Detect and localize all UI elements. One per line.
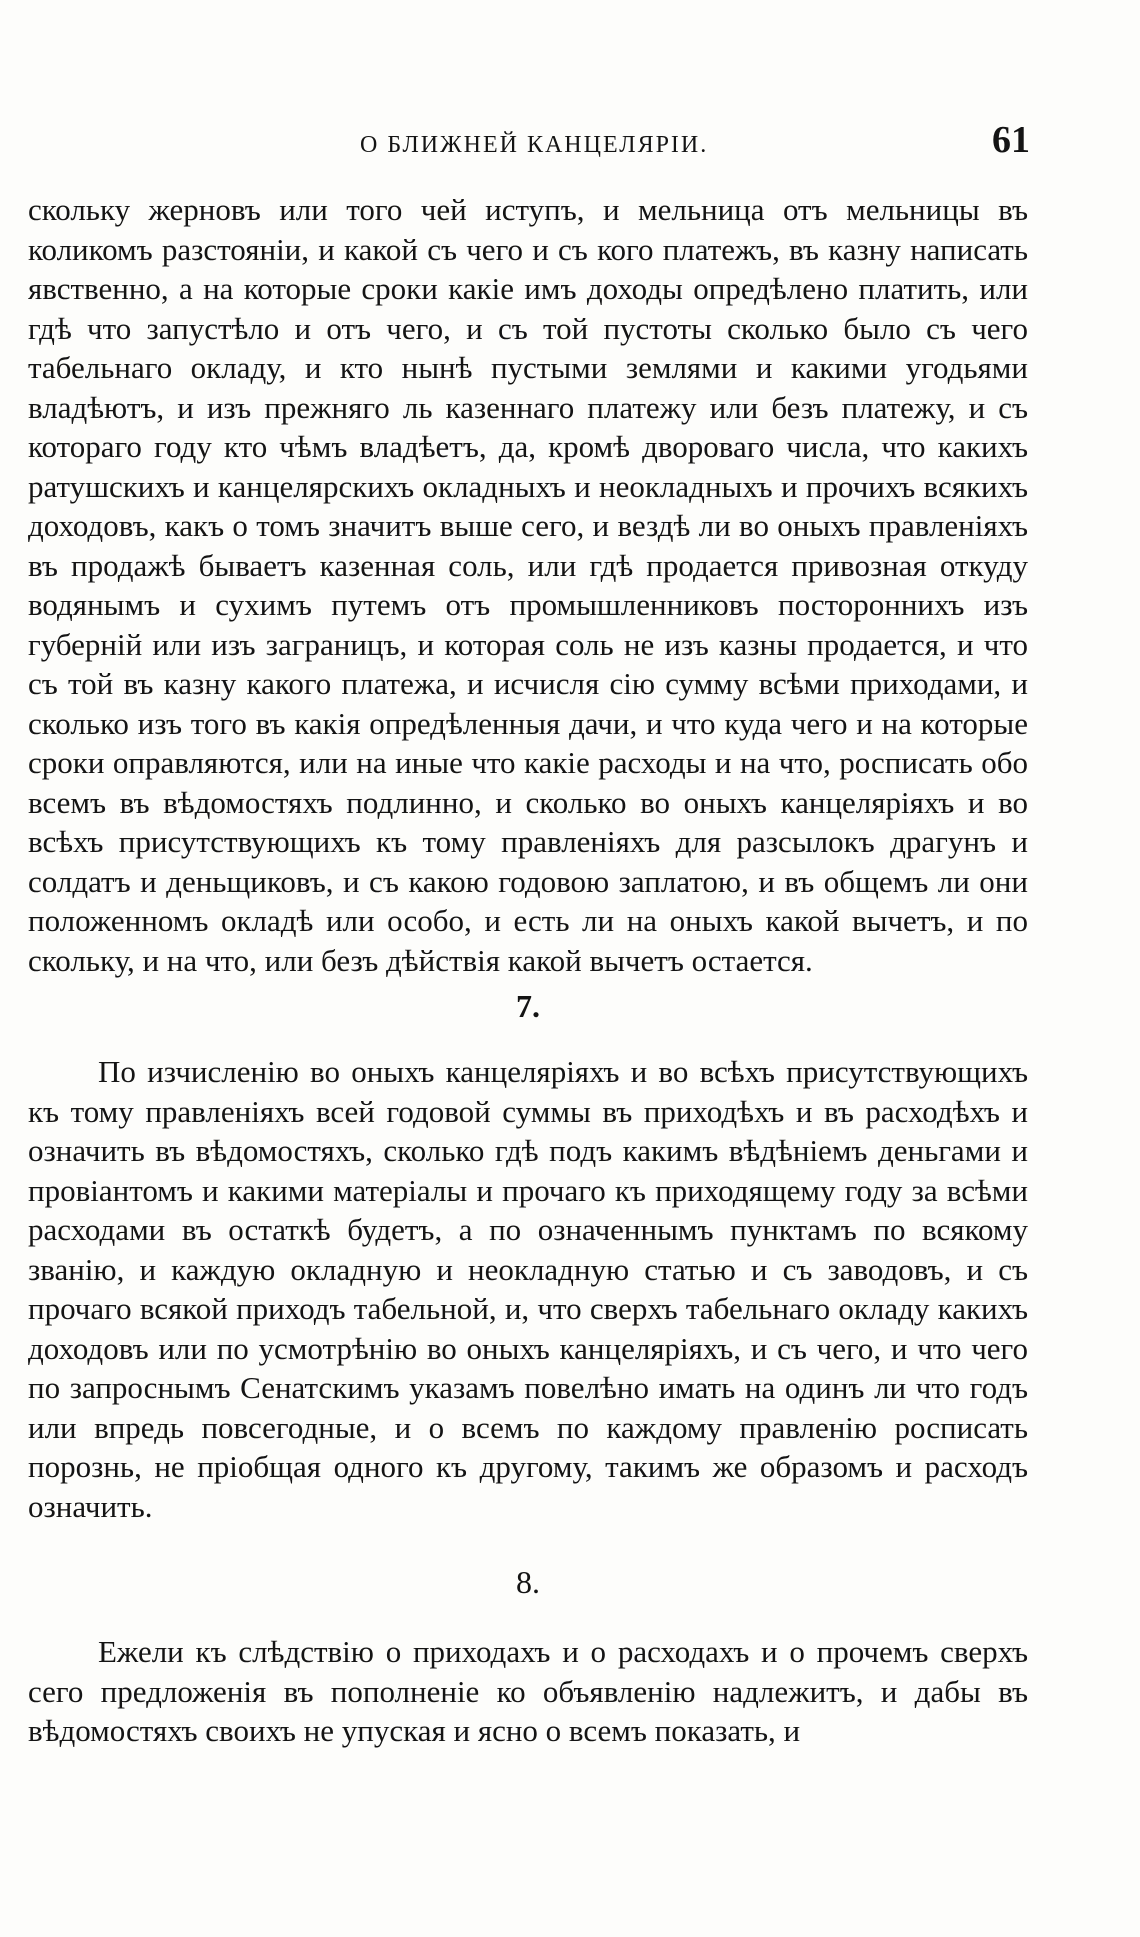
- page-number: 61: [992, 119, 1030, 161]
- paragraph-section-8: Ежели къ слѣдствію о приходахъ и о расходахъ и о прочемъ сверхъ сего предложенія въ пополненіе ко объявленію надлежитъ, и дабы въ вѣдомостяхъ своихъ не упуская и ясно о всемъ показать, и: [28, 1634, 1028, 1748]
- body-text: [28, 190, 1028, 1751]
- running-head: [0, 118, 1140, 168]
- section-number-8: 8.: [516, 1564, 540, 1600]
- paragraph-section-7: По изчисленію во оныхъ канцеляріяхъ и во всѣхъ присутствующихъ къ тому правленіяхъ всей годовой суммы въ приходѣхъ и въ расходѣхъ и означить въ вѣдомостяхъ, сколько гдѣ подъ какимъ вѣдѣніемъ деньгами и провіантомъ и какими матеріалы и прочаго къ приходящему году за всѣми расходами въ остаткѣ будетъ, а по означеннымъ пунктамъ по всякому званію, и каждую окладную и неокладную статью и съ заводовъ, и съ прочаго всякой приходъ табельной, и, что сверхъ табельнаго окладу какихъ доходовъ или по усмотрѣнію во оныхъ канцеляріяхъ, и съ чего, и что чего по запроснымъ Сенатскимъ указамъ повелѣно имать на одинъ ли что годъ или впредь повсегодные, и о всемъ по каждому правленію росписать порознь, не пріобщая одного къ другому, такимъ же образомъ и расходъ означить.: [28, 1054, 1028, 1524]
- section-number-7: 7.: [516, 988, 540, 1024]
- running-title: О БЛИЖНЕЙ КАНЦЕЛЯРІИ.: [360, 132, 709, 158]
- paragraph-continuation: скольку жерновъ или того чей иступъ, и мельница отъ мельницы въ коликомъ разстояніи, и какой съ чего и съ кого платежъ, въ казну написать явственно, а на которые сроки какіе имъ доходы опредѣлено платить, или гдѣ что запустѣло и отъ чего, и съ той пустоты сколько было съ чего табельнаго окладу, и кто нынѣ пустыми землями и какими угодьями владѣютъ, и изъ прежняго ль казеннаго платежу или безъ платежу, и съ котораго году кто чѣмъ владѣетъ, да, кромѣ двороваго числа, что какихъ ратушскихъ и канцелярскихъ окладныхъ и неокладныхъ и прочихъ всякихъ доходовъ, какъ о томъ значитъ выше сего, и вездѣ ли во оныхъ правленіяхъ въ продажѣ бываетъ казенная соль, или гдѣ продается привозная откуду водянымъ и сухимъ путемъ отъ промышленниковъ постороннихъ изъ губерній или изъ заграницъ, и которая соль не изъ казны продается, и что съ той въ казну какого платежа, и исчисля сію сумму всѣми приходами, и сколько изъ того въ какія опредѣленныя дачи, и что куда чего и на которые сроки оправляются, или на иные что какіе расходы и на что, росписать обо всемъ въ вѣдомостяхъ подлинно, и сколько во оныхъ канцеляріяхъ и во всѣхъ присутствующихъ къ тому правленіяхъ для разсылокъ драгунъ и солдатъ и деньщиковъ, и съ какою годовою заплатою, и въ общемъ ли они положенномъ окладѣ или особо, и есть ли на оныхъ какой вычетъ, и по скольку, и на что, или безъ дѣйствія какой вычетъ остается.: [28, 192, 1028, 978]
